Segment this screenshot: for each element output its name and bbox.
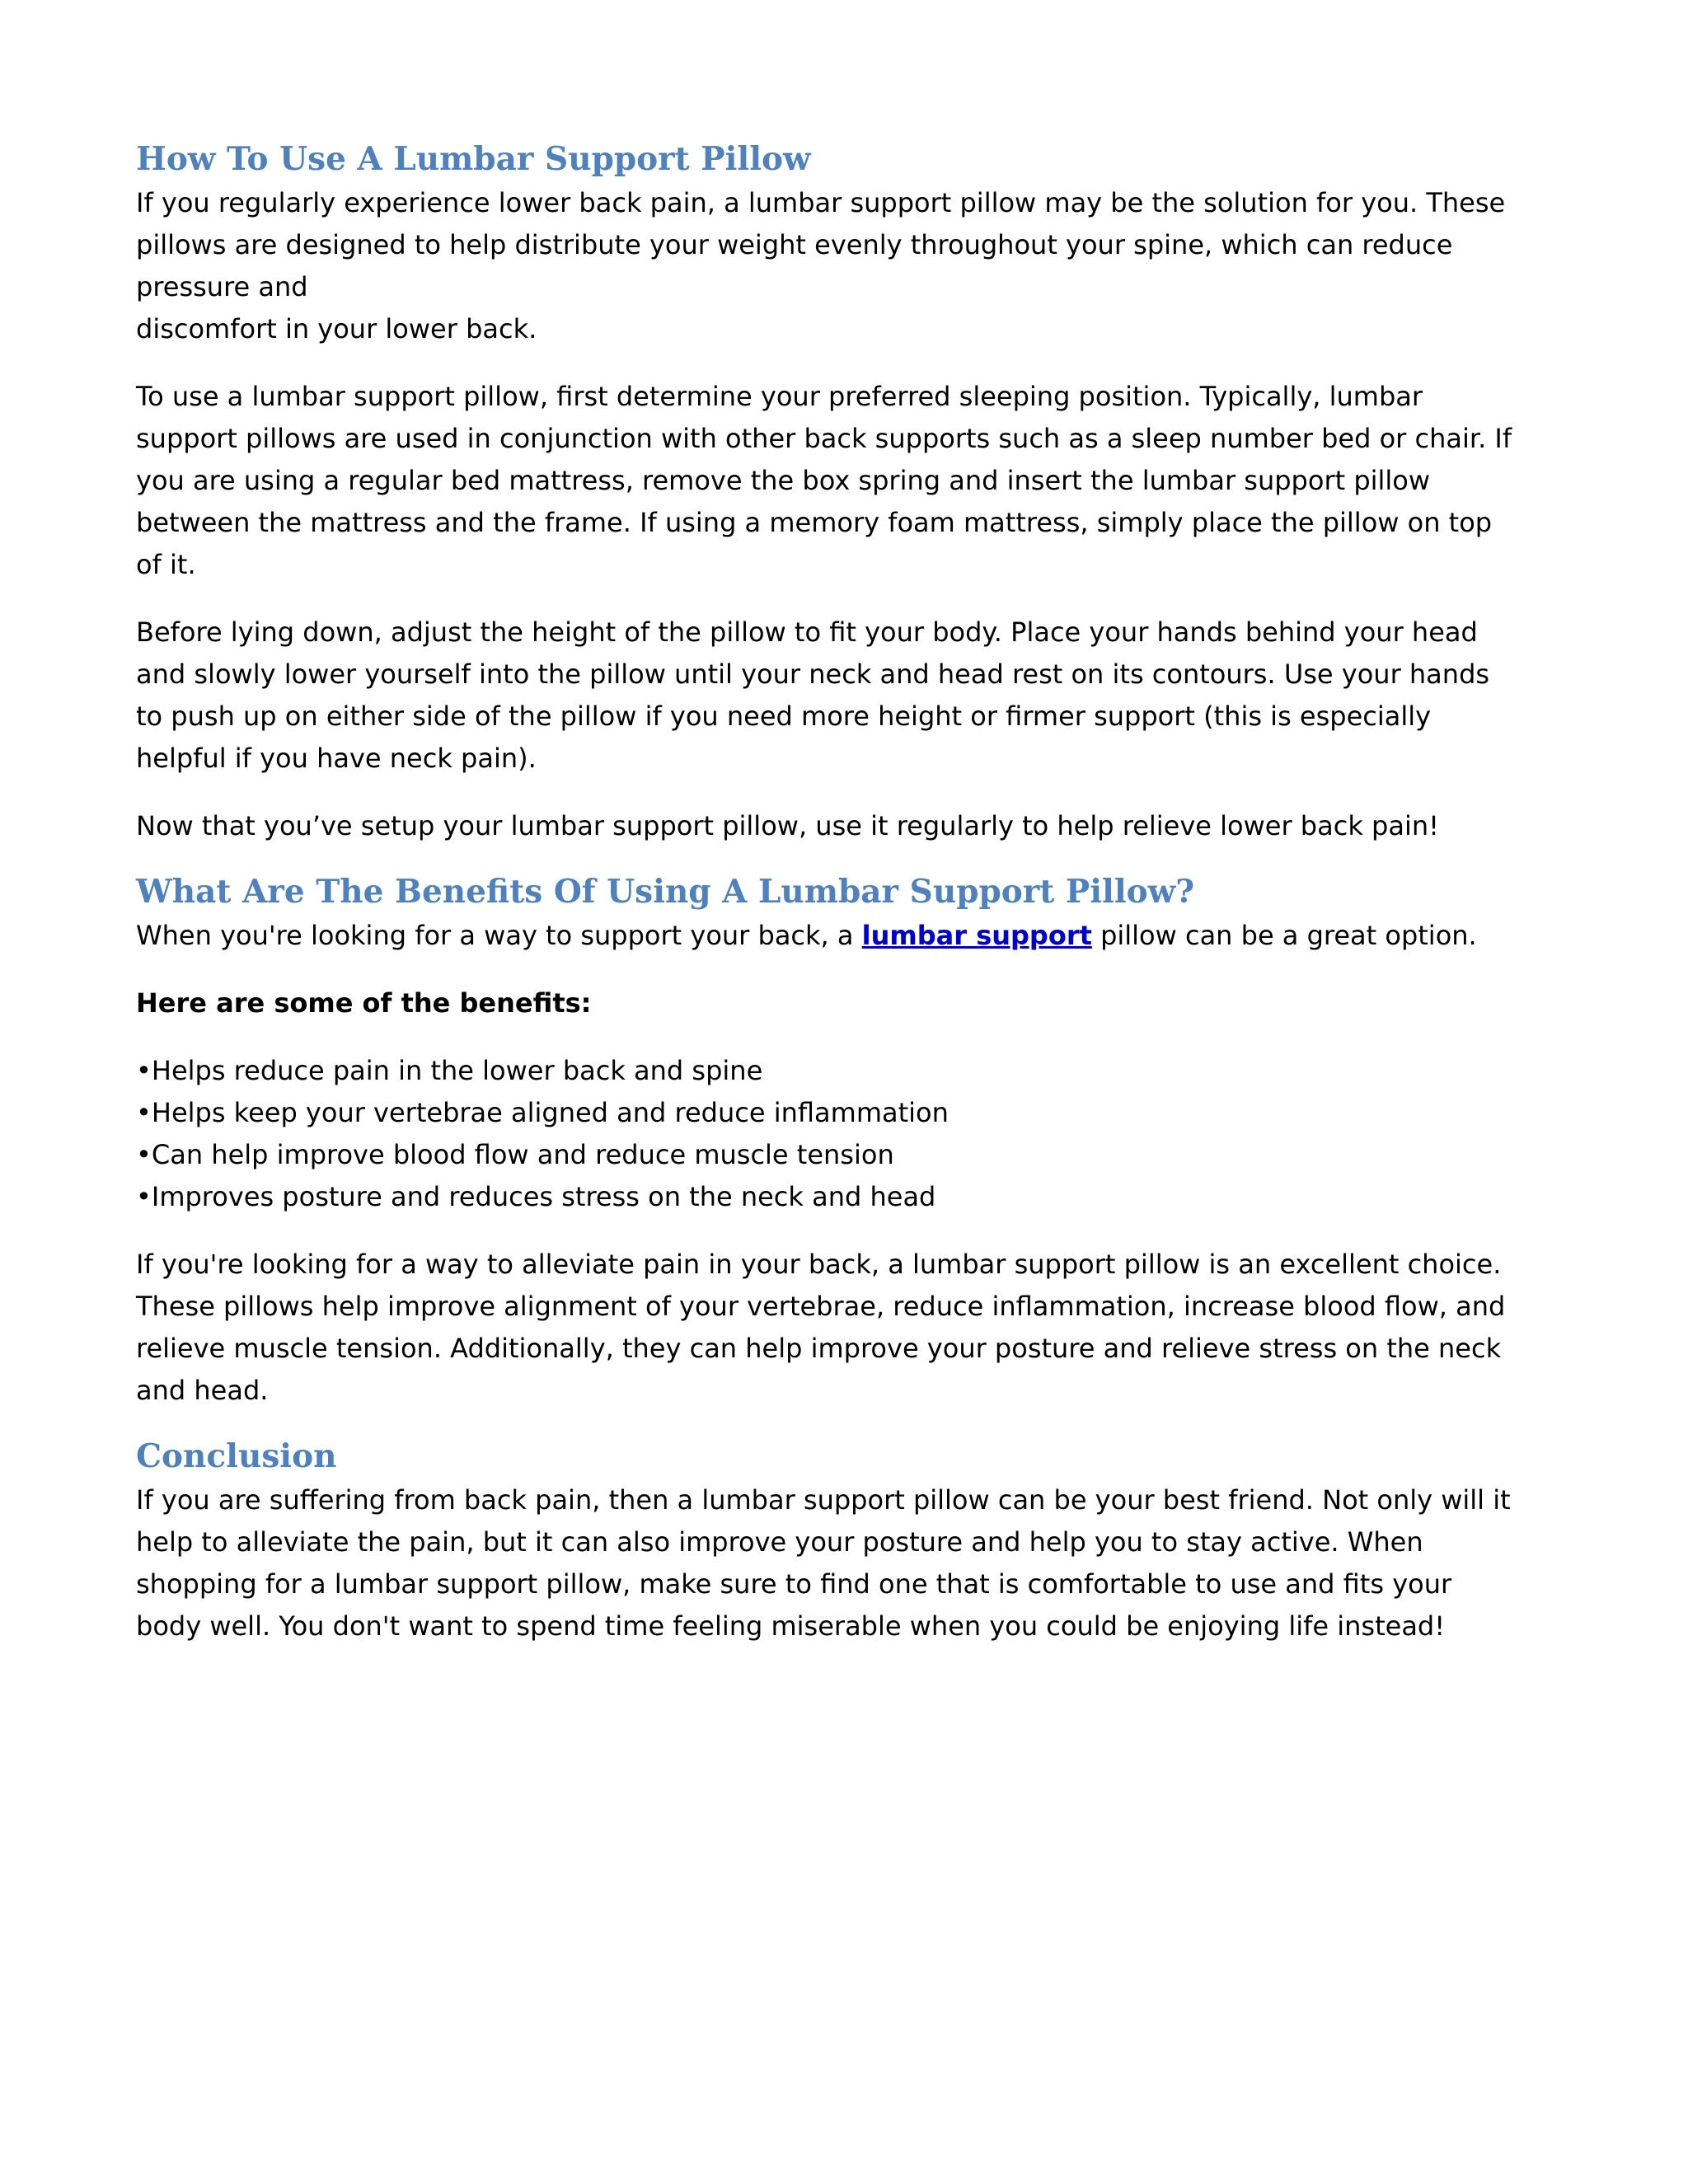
benefit-item: •Helps reduce pain in the lower back and spine bbox=[136, 1055, 763, 1086]
benefit-item: •Helps keep your vertebrae aligned and reduce inflammation bbox=[136, 1097, 949, 1128]
paragraph-conclusion: If you are suffering from back pain, then a lumbar support pillow can be your best friend. Not only will it help to alleviate the pain, but it can also improve your posture and help you to stay active. When shopping for a lumbar support pillow, make sure to find one that is comfortable to use and fits your body well. You don't want to spend time feeling miserable when you could be enjoying life instead! bbox=[136, 1484, 1511, 1642]
benefits-list bbox=[136, 1050, 1521, 1218]
heading-conclusion: Conclusion bbox=[136, 1437, 337, 1475]
heading-how-to-use: How To Use A Lumbar Support Pillow bbox=[136, 140, 811, 178]
lumbar-support-link[interactable]: lumbar support bbox=[861, 920, 1092, 951]
paragraph-benefits-summary: If you're looking for a way to alleviate pain in your back, a lumbar support pillow is an excellent choice. These pillows help improve alignment of your vertebrae, reduce inflammation, increase blood flow, and relieve muscle tension. Additionally, they can help improve your posture and relieve stress on the neck and head. bbox=[136, 1249, 1506, 1406]
paragraph-sleeping-position: To use a lumbar support pillow, first determine your preferred sleeping position. Typically, lumbar support pillows are used in conjunction with other back supports such as a sleep number bed or chair. If you are using a regular bed mattress, remove the box spring and insert the lumbar support pillow between the mattress and the frame. If using a memory foam mattress, simply place the pillow on top of it. bbox=[136, 381, 1512, 580]
benefits-intro-text-before: When you're looking for a way to support your back, a bbox=[136, 920, 862, 951]
paragraph-intro bbox=[136, 182, 1521, 350]
paragraph-use-regularly: Now that you’ve setup your lumbar support pillow, use it regularly to help relieve lower back pain! bbox=[136, 810, 1439, 841]
benefits-intro-text-after: pillow can be a great option. bbox=[1091, 920, 1477, 951]
benefit-item: •Improves posture and reduces stress on the neck and head bbox=[136, 1181, 936, 1212]
paragraph-benefits-intro bbox=[136, 915, 1521, 957]
document-page bbox=[136, 136, 1521, 1647]
paragraph-adjust-height: Before lying down, adjust the height of the pillow to fit your body. Place your hands behind your head and slowly lower yourself into the pillow until your neck and head rest on its contours. Use your hands to push up on either side of the pillow if you need more height or firmer support (this is especially helpful if you have neck pain). bbox=[136, 616, 1490, 774]
heading-benefits: What Are The Benefits Of Using A Lumbar Support Pillow? bbox=[136, 873, 1195, 911]
benefit-item: •Can help improve blood flow and reduce muscle tension bbox=[136, 1139, 894, 1170]
paragraph-intro-line-2: discomfort in your lower back. bbox=[136, 313, 537, 344]
benefits-label: Here are some of the benefits: bbox=[136, 987, 592, 1019]
paragraph-intro-line-1: If you regularly experience lower back pain, a lumbar support pillow may be the solution for you. These pillows are designed to help distribute your weight evenly throughout your spine, which can reduce pressure and bbox=[136, 187, 1506, 302]
